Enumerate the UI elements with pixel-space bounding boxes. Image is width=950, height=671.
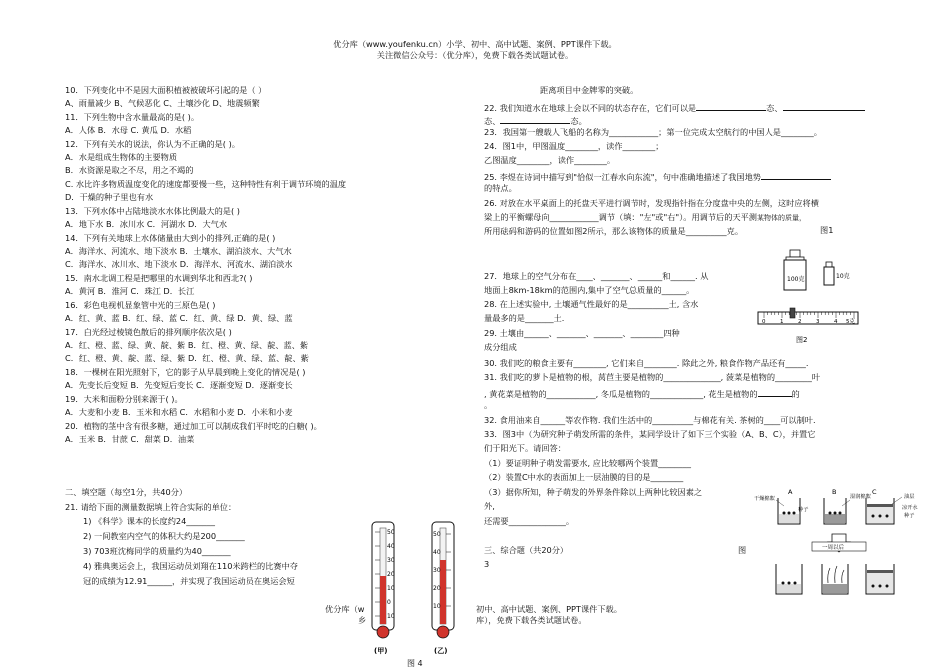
q22-text: 态、 [484,116,501,126]
label-seed: 种子 [798,507,809,513]
weight-10g-label: 10克 [836,273,850,280]
q21-intro: 21. 请给下面的测量数据填上符合实际的单位： [65,502,237,512]
header-line-2: 关注微信公众号：（优分库），免费下载各类试题试卷。 [376,50,574,60]
q26-text: 梁上的平衡螺母向____________调节（填："左"或"右"）。用调节后的天平测 [484,212,757,222]
q22-blank[interactable] [500,114,570,124]
footer-line-2-left: 乡 [358,615,367,625]
thermo-yi-tick: 10 [433,603,441,610]
weight-100g [784,250,806,290]
q26-text: 某物体的质量， [756,214,806,222]
q33-sub-3: （3）据你所知，种子萌发的外界条件除以上两种比较因素之 [484,487,703,497]
left-line: A．先变长后变短 B．先变短后变长 C．逐渐变短 D．逐渐变长 [65,380,293,390]
left-line: C．红、橙、黄、靛、蓝、绿、紫 D．红、橙、黄、绿、蓝、靛、紫 [65,353,309,363]
right-line: 距离项目中金牌零的突破。 [540,85,639,95]
thermo-jia-tick: 0 [387,599,391,606]
q22-line [484,101,865,112]
ruler-tick-label: 2 [798,319,802,325]
left-line: 19．大米和面粉分别来源于( )。 [65,394,183,404]
q26-line-2 [484,213,806,222]
thermo-jia-label: (甲) [374,647,388,655]
header-line-1: 优分库（www.youfenku.cn）小学、初中、高中试题、案例、PPT课件下载。 [333,39,617,49]
q33-line: 33．图3中（为研究种子萌发所需的条件，某同学设计了如下三个实验（A、B、C），并置它 [484,429,816,439]
q25-line-2: 的特点。 [484,183,517,193]
left-line: 16．彩色电视机显象管中光的三原色是( ) [65,300,216,310]
q21-item: 3) 703班沈梅同学的质量约为40_______ [83,546,231,556]
figure-3-seed-experiment [754,486,934,612]
left-line: 20．植物的茎中含有很多糖，通过加工可以制成我们平时吃的白糖( )。 [65,421,322,431]
left-line: A．水是组成生物体的主要物质 [65,152,178,162]
q27-line-2: 地面上8km-18km的范围内,集中了空气总质量的______。 [484,285,695,295]
label-seed-right: 种子 [904,513,915,519]
weight-100g-label: 100克 [787,276,805,283]
beaker-c-after [866,564,894,594]
q22-text: 态、 [766,103,783,113]
q33-sub-1: （1）要证明种子萌发需要水, 应比较哪两个装置________ [484,458,691,468]
left-line: 12．下列有关水的说法，你认为不正确的是( )。 [65,139,240,149]
figure-2-caption: 图2 [796,336,808,344]
beaker-a-after [776,564,802,594]
left-line: 15．南水北调工程是把哪里的水调到华北和西北?( ) [65,273,253,283]
beaker-c-label: C [872,488,877,496]
thermo-jia-tick: 20 [387,571,395,578]
q33-line-2: 们于阳光下。请回答： [484,443,566,453]
q31-text: , 黄花菜是植物的____________, 冬瓜是植物的_____________, 花生是植物的 [484,389,758,399]
left-line: A．红、黄、蓝 B．红、绿、蓝 C．红、黄、绿 D．黄、绿、蓝 [65,313,293,323]
q26-line-3: 所用砝码和游码的位置如图2所示，那么该物体的质量是__________克。 [484,226,744,236]
left-line: A．人体 B．水母 C. 黄瓜 D．水稻 [65,125,192,135]
left-line: 14．下列有关地球上水体储量由大到小的排列,正确的是( ) [65,233,276,243]
thermo-yi-tick: 50 [433,531,441,538]
q29-line: 29. 土壤由______、_______、_______、________四种 [484,328,680,338]
q25-text: 25. 李煜在诗词中描写到"恰似一江春水向东流"，句中准确地描述了我国地势 [484,172,761,182]
q31-line: 31. 我们吃的萝卜是植物的根，莴苣主要是植物的______________, 菠菜是植物的_________叶 [484,372,821,382]
q33-sub-5: 还需要______________。 [484,516,575,526]
left-line: A．红、橙、蓝、绿、黄、靛、紫 B．红、橙、黄、绿、靛、蓝、紫 [65,340,309,350]
ruler-tick-label: 1 [780,319,784,325]
q33-sub-4: 外, [484,501,495,511]
section-2-title: 二、填空题（每空1分，共40分） [65,487,188,497]
left-line: A．海洋水、河流水、地下淡水 B．土壤水、湖泊淡水、大气水 [65,246,292,256]
q22-text: 态。 [570,116,587,126]
label-wet-cotton: 湿润棉絮 [850,494,871,500]
left-line: 17．白光经过棱镜色散后的排列顺序依次是( ) [65,327,232,337]
ruler-tick-label: 0 [762,319,766,325]
figure-3-number: 3 [484,559,490,569]
one-week-later-label: 一周以后 [822,545,845,551]
q25-line [484,170,831,181]
figure-3-caption: 图 [738,545,747,555]
thermo-jia-tick: 50 [387,529,395,536]
rider-marker [790,308,795,318]
thermo-yi-tick: 40 [433,549,441,556]
beaker-a-label: A [788,488,793,496]
left-line: 11．下列生物中含水量最高的是( )。 [65,112,200,122]
one-week-later-arrow [812,534,866,552]
thermo-yi-label: (乙) [434,647,448,655]
rider-scale [758,308,858,325]
q27-line: 27．地球上的空气分布在____、_______、______和______. 从 [484,271,709,281]
weight-10g [824,262,850,285]
figure-1-caption: 图1 [820,225,834,235]
q31-line-3: 。 [484,400,493,410]
footer-line-1-left: 优分库（w [325,604,365,614]
left-line: A．玉米 B．甘蔗 C．甜菜 D．油菜 [65,434,195,444]
left-line: A．大麦和小麦 B．玉米和水稻 C．水稻和小麦 D．小米和小麦 [65,407,293,417]
beaker-a [778,498,800,524]
left-line: C. 水比许多物质温度变化的速度都要慢一些，这种特性有利于调节环境的温度 [65,179,347,189]
left-line: D．干燥的种子里也有水 [65,192,154,202]
q21-item: 冠的成绩为12.91______，并实现了我国运动员在奥运会短 [83,576,295,586]
footer-line-1-right: 初中、高中试题、案例、PPT课件下载。 [476,604,622,614]
ruler-tick-label: 4 [834,319,838,325]
q24-line: 24．图1中，甲图温度________，读作________； [484,141,664,151]
left-line: B．水资源是取之不尽，用之不竭的 [65,165,194,175]
thermo-jia-tick: 40 [387,543,395,550]
figure-4-caption: 图 4 [407,659,423,668]
q30-line: 30. 我们吃的粮食主要有________, 它们来自________. 除此之外, 粮食作物产品还有_____. [484,358,809,368]
thermo-yi-tick: 20 [433,585,441,592]
q22-blank[interactable] [696,101,766,111]
thermometer-jia [372,522,395,655]
q31-line-2 [484,387,800,398]
q22-blank[interactable] [783,101,865,111]
q22-text: 22. 我们知道水在地球上会以不同的状态存在，它们可以是 [484,103,697,113]
left-line: A、雨量减少 B、气候恶化 C、土壤沙化 D、地震频繁 [65,98,260,108]
q21-item: 2) 一间教室内空气的体积大约是200_______ [83,531,245,541]
beaker-b-after [822,564,848,594]
q29-line-2: 成分组成 [484,342,517,352]
thermo-jia-tick: 10 [387,613,395,620]
left-line: C．海洋水、冰川水、地下淡水 D．海洋水、河流水、湖泊淡水 [65,259,293,269]
q31-text: 的 [791,389,800,399]
q28-line: 28. 在上述实验中, 土壤通气性最好的是__________土, 含水 [484,299,699,309]
label-oil: 油层 [904,494,915,500]
q24-line-2: 乙图温度________，读作________。 [484,155,616,165]
section-3-title: 三、综合题（共20分） [484,545,569,555]
left-line: 13．下列水体中占陆地淡水水体比例最大的是( ) [65,206,240,216]
beaker-b [824,498,846,524]
ruler-tick-label: 3 [816,319,820,325]
thermometer-yi [432,522,454,655]
thermo-jia-tick: 10 [387,585,395,592]
q23-line: 23．我国第一艘载人飞船的名称为____________；第一位完成太空航行的中国人是________。 [484,127,822,137]
q21-item: 1) 《科学》课本的长度约24_______ [83,516,215,526]
left-line: 10．下列变化中不是因大面积植被被破坏引起的是（ ） [65,85,267,95]
thermo-jia-tick: 30 [387,557,395,564]
q25-blank[interactable] [761,170,831,180]
q26-line: 26. 对放在水平桌面上的托盘天平进行调节时，发现指针指在分度盘中央的左侧，这时应将横 [484,198,819,208]
q21-item: 4) 雅典奥运会上，我国运动员刘翔在110米跨栏的比赛中夺 [83,561,298,571]
q28-line-2: 量最多的是_______土. [484,313,565,323]
q32-line: 32. 食用油来自______等农作物. 我们生活中的__________与棉花有关. 茶树的____可以制叶. [484,415,816,425]
q22-line-2 [484,114,587,125]
thermo-yi-tick: 30 [433,567,441,574]
left-line: 18．一棵树在阳光照射下，它的影子从早晨到晚上变化的情况是( ) [65,367,306,377]
beaker-b-label: B [832,488,837,496]
left-line: A．地下水 B．冰川水 C．河湖水 D．大气水 [65,219,228,229]
left-line: A．黄河 B．淮河 C．珠江 D．长江 [65,286,195,296]
beaker-c [866,498,894,524]
footer-line-2-right: 库），免费下载各类试题试卷。 [476,615,587,625]
label-dry-cotton: 干燥棉絮 [754,496,775,502]
q31-blank[interactable] [758,387,792,397]
ruler-tick-label: 5克 [846,319,855,325]
figure-2-balance [752,244,862,354]
figure-4-thermometers [362,520,472,658]
q33-sub-2: （2）装置C中水的表面加上一层油膜的目的是________ [484,472,684,482]
label-water: 凉开水 [902,505,918,511]
